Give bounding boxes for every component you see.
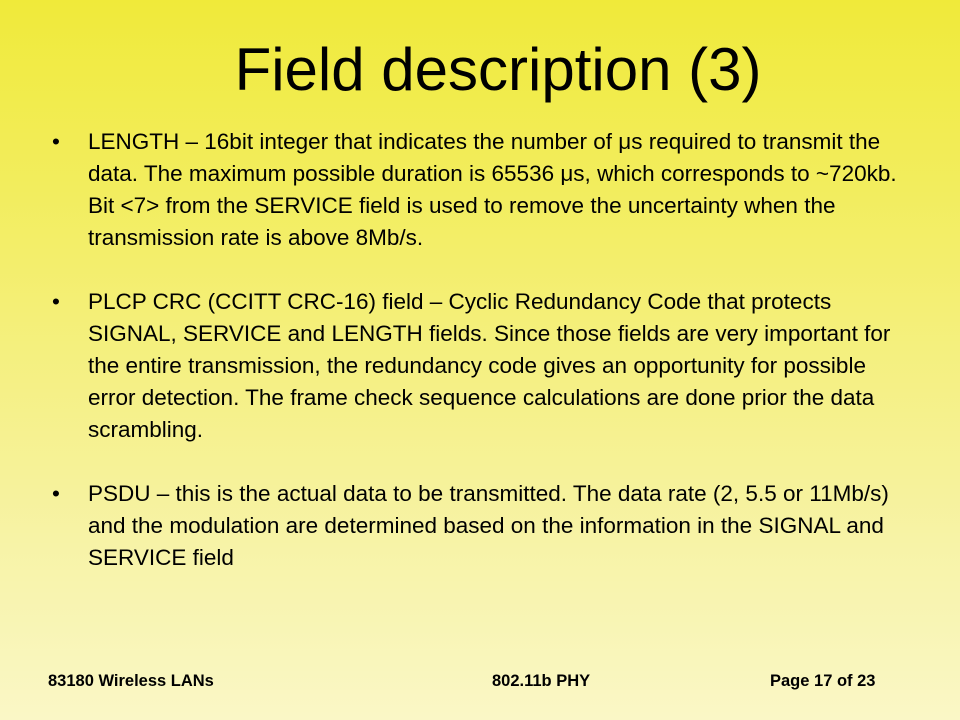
bullet-item-length (52, 126, 912, 254)
bullet-text: PSDU – this is the actual data to be transmitted. The data rate (2, 5.5 or 11Mb/s) and the modulation are determined based on the information in the SIGNAL and SERVICE field (88, 481, 889, 570)
bullet-icon: • (52, 481, 60, 506)
bullet-icon: • (52, 129, 60, 154)
bullet-text: LENGTH – 16bit integer that indicates the number of μs required to transmit the data. The maximum possible duration is 65536 μs, which corresponds to ~720kb. Bit <7> from the SERVICE field is used to remove the uncertainty when the transmission rate is above 8Mb/s. (88, 129, 897, 250)
bullet-item-psdu (52, 478, 912, 574)
bullet-text: PLCP CRC (CCITT CRC-16) field – Cyclic Redundancy Code that protects SIGNAL, SERVICE and LENGTH fields. Since those fields are very important for the entire transmission, the redundancy code gives an opportunity for possible error detection. The frame check sequence calculations are done prior the data scrambling. (88, 289, 891, 442)
bullet-item-plcp-crc (52, 286, 912, 446)
bullet-list (52, 126, 912, 606)
footer-page-number: Page 17 of 23 (770, 672, 876, 690)
footer-course: 83180 Wireless LANs (48, 672, 214, 690)
bullet-icon: • (52, 289, 60, 314)
footer-topic: 802.11b PHY (492, 672, 591, 690)
slide-title: Field description (3) (234, 36, 762, 103)
